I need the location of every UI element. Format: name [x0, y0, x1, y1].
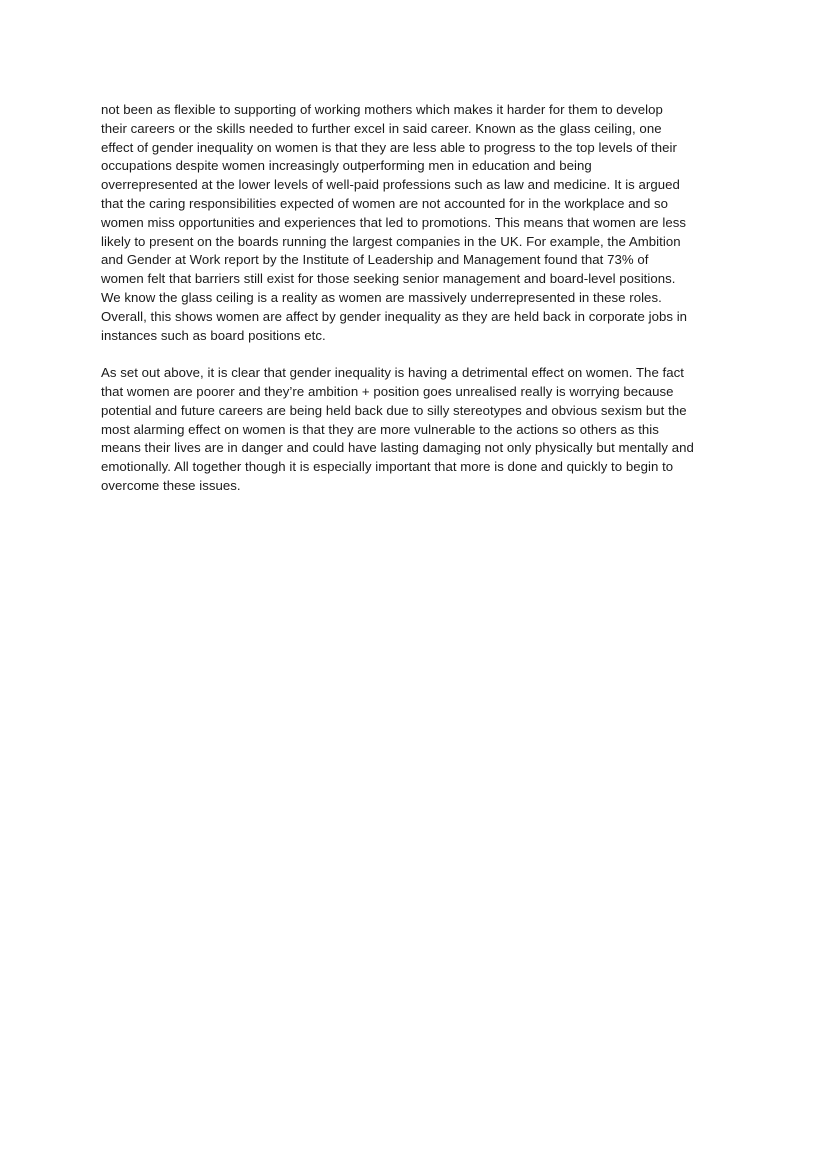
- text-line: women miss opportunities and experiences that led to promotions. This means that women are less: [101, 214, 687, 230]
- text-line: that women are poorer and they’re ambition + position goes unrealised really is worrying because: [101, 383, 674, 399]
- text-line: As set out above, it is clear that gender inequality is having a detrimental effect on women. The fact: [101, 365, 684, 381]
- document-body: [101, 101, 733, 496]
- text-line: likely to present on the boards running the largest companies in the UK. For example, the Ambition: [101, 233, 681, 249]
- text-line: most alarming effect on women is that they are more vulnerable to the actions so others as this: [101, 421, 659, 437]
- text-line: We know the glass ceiling is a reality as women are massively underrepresented in these roles.: [101, 289, 662, 305]
- text-line: emotionally. All together though it is especially important that more is done and quickly to begin to: [101, 459, 674, 475]
- text-line: means their lives are in danger and could have lasting damaging not only physically but mentally and: [101, 440, 694, 456]
- text-line: overrepresented at the lower levels of well-paid professions such as law and medicine. It is argued: [101, 177, 680, 193]
- text-line: effect of gender inequality on women is that they are less able to progress to the top levels of their: [101, 139, 677, 155]
- text-line: Overall, this shows women are affect by gender inequality as they are held back in corporate jobs in: [101, 308, 688, 324]
- text-line: instances such as board positions etc.: [101, 327, 326, 343]
- text-line: not been as flexible to supporting of working mothers which makes it harder for them to develop: [101, 102, 663, 117]
- text-line: potential and future careers are being held back due to silly stereotypes and obvious sexism but the: [101, 402, 687, 418]
- text-line: occupations despite women increasingly outperforming men in education and being: [101, 158, 592, 174]
- text-line: their careers or the skills needed to further excel in said career. Known as the glass ceiling, one: [101, 120, 662, 136]
- text-line: that the caring responsibilities expected of women are not accounted for in the workplace and so: [101, 195, 669, 211]
- text-line: and Gender at Work report by the Institute of Leadership and Management found that 73% of: [101, 252, 649, 268]
- text-line: women felt that barriers still exist for those seeking senior management and board-level positions.: [101, 271, 676, 287]
- paragraph-conclusion: [101, 364, 733, 496]
- paragraph-glass-ceiling: [101, 101, 733, 345]
- text-line: overcome these issues.: [101, 477, 241, 493]
